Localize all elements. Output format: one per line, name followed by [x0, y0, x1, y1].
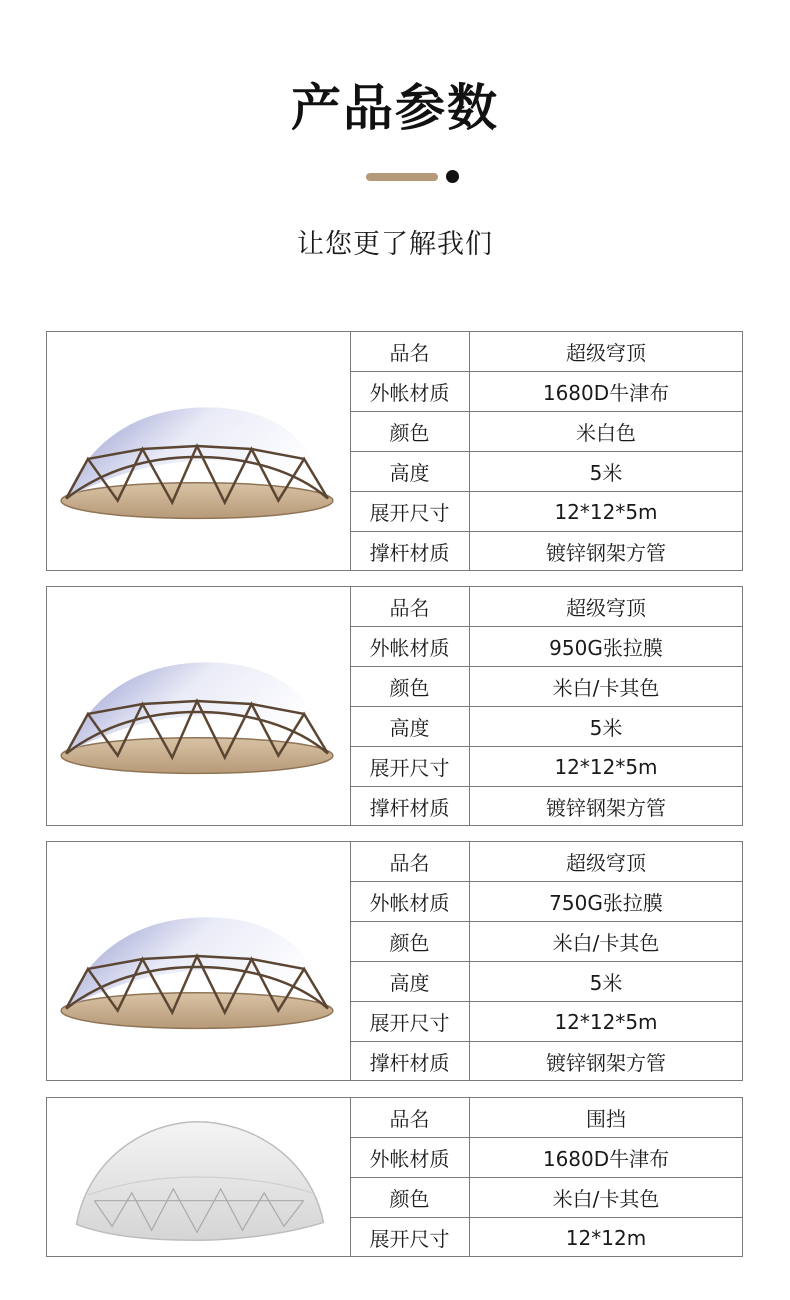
dome-enclosure-icon	[47, 1098, 350, 1256]
table-row	[350, 1218, 742, 1258]
spec-table	[350, 332, 742, 571]
table-row	[350, 332, 742, 372]
spec-value: 1680D牛津布	[470, 1138, 743, 1178]
table-row	[350, 787, 742, 827]
spec-value: 5米	[470, 452, 743, 492]
page-subtitle: 让您更了解我们	[297, 229, 493, 260]
table-row	[350, 1042, 742, 1082]
dome-tent-icon	[47, 842, 350, 1080]
spec-table	[350, 587, 742, 826]
table-row	[350, 747, 742, 787]
spec-label: 外帐材质	[350, 372, 470, 412]
spec-value: 米白/卡其色	[470, 1178, 743, 1218]
product-card	[46, 841, 743, 1081]
table-row	[350, 372, 742, 412]
spec-value: 镀锌钢架方管	[546, 796, 666, 820]
product-card	[46, 1097, 743, 1257]
table-row	[350, 1002, 742, 1042]
table-row	[350, 452, 742, 492]
spec-label: 外帐材质	[350, 627, 470, 667]
spec-value: 12*12m	[565, 1225, 647, 1250]
spec-value: 超级穹顶	[470, 587, 743, 627]
product-card	[46, 586, 743, 826]
spec-label: 外帐材质	[350, 1138, 470, 1178]
spec-label: 高度	[350, 707, 470, 747]
spec-value: 12*12*5m	[470, 1002, 743, 1042]
spec-label: 撑杆材质	[350, 787, 470, 827]
spec-value: 950G张拉膜	[470, 627, 743, 667]
product-card	[46, 331, 743, 571]
spec-value: 米白/卡其色	[470, 667, 743, 707]
spec-value: 围挡	[470, 1098, 743, 1138]
spec-value: 超级穹顶	[470, 842, 743, 882]
spec-value: 米白色	[470, 412, 743, 452]
spec-label: 展开尺寸	[350, 1002, 470, 1042]
dome-tent-image	[47, 332, 351, 570]
spec-value: 750G张拉膜	[470, 882, 743, 922]
spec-label: 高度	[350, 962, 470, 1002]
spec-value: 米白/卡其色	[470, 922, 743, 962]
spec-label: 品名	[350, 332, 470, 372]
spec-value: 1680D牛津布	[470, 372, 743, 412]
dome-tent-icon	[47, 332, 350, 570]
table-row	[350, 1098, 742, 1138]
table-row	[350, 627, 742, 667]
spec-label: 撑杆材质	[350, 1042, 470, 1082]
table-row	[350, 412, 742, 452]
spec-label: 外帐材质	[350, 882, 470, 922]
spec-label: 展开尺寸	[350, 492, 470, 532]
table-row	[350, 587, 742, 627]
spec-label: 展开尺寸	[350, 747, 470, 787]
table-row	[350, 882, 742, 922]
spec-label: 颜色	[350, 412, 470, 452]
spec-value: 12*12*5m	[470, 492, 743, 532]
spec-label: 颜色	[350, 1178, 470, 1218]
title-divider	[366, 170, 466, 184]
spec-label: 品名	[350, 842, 470, 882]
spec-value: 5米	[470, 962, 743, 1002]
spec-label: 撑杆材质	[350, 532, 470, 572]
divider-dot	[446, 170, 459, 183]
table-row	[350, 707, 742, 747]
table-row	[350, 922, 742, 962]
table-row	[350, 1178, 742, 1218]
divider-bar	[366, 173, 438, 181]
table-row	[350, 532, 742, 572]
spec-value: 12*12*5m	[470, 747, 743, 787]
page-title: 产品参数	[291, 78, 499, 137]
table-row	[350, 492, 742, 532]
spec-value: 5米	[470, 707, 743, 747]
spec-label: 展开尺寸	[350, 1218, 470, 1258]
spec-value: 镀锌钢架方管	[546, 541, 666, 565]
spec-label: 高度	[350, 452, 470, 492]
dome-tent-image	[47, 842, 351, 1080]
table-row	[350, 962, 742, 1002]
dome-enclosure-image	[47, 1098, 351, 1256]
dome-tent-image	[47, 587, 351, 825]
table-row	[350, 1138, 742, 1178]
spec-value: 镀锌钢架方管	[546, 1051, 666, 1075]
dome-tent-icon	[47, 587, 350, 825]
spec-label: 颜色	[350, 667, 470, 707]
spec-label: 颜色	[350, 922, 470, 962]
table-row	[350, 667, 742, 707]
spec-label: 品名	[350, 1098, 470, 1138]
spec-value: 超级穹顶	[470, 332, 743, 372]
spec-table	[350, 1098, 742, 1257]
spec-label: 品名	[350, 587, 470, 627]
spec-table	[350, 842, 742, 1081]
table-row	[350, 842, 742, 882]
